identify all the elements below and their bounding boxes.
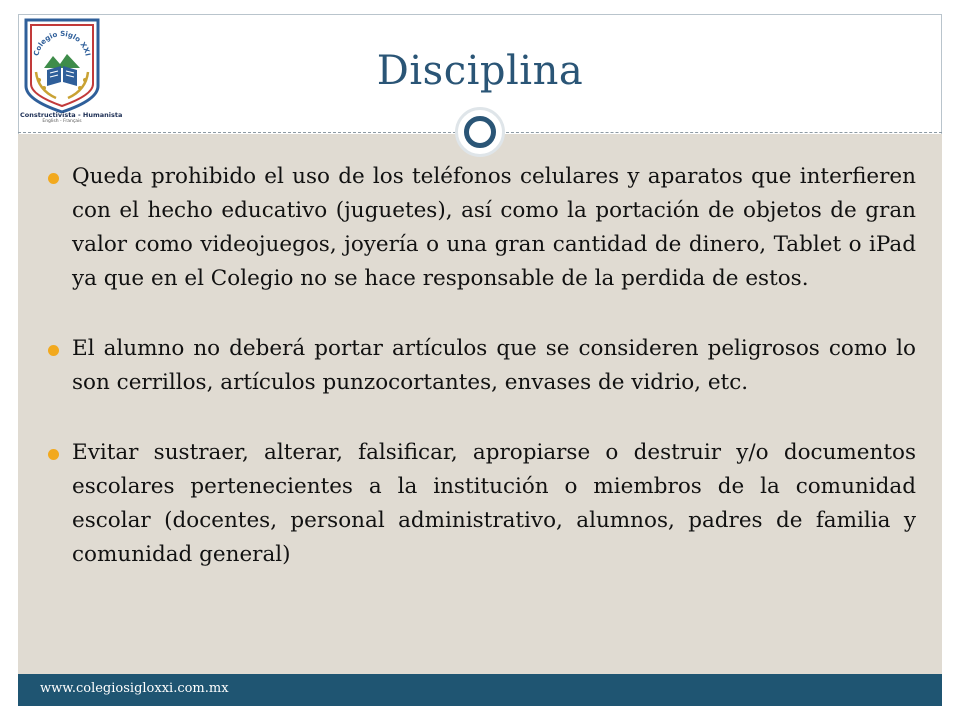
title-circle-ornament — [455, 107, 505, 157]
logo-tagline: Constructivista - Humanista — [20, 111, 123, 119]
bullet-text: Evitar sustraer, alterar, falsificar, apropiarse o destruir y/o documentos escolares pertenecientes a la institución o miembros de la comunidad escolar (docentes, personal administrativo, alumnos, padres de familia y comunidad general) — [72, 440, 916, 567]
bullet-item — [48, 332, 916, 400]
bullet-list — [48, 160, 916, 608]
bullet-dot-icon — [48, 345, 59, 356]
bullet-dot-icon — [48, 173, 59, 184]
bullet-text: Queda prohibido el uso de los teléfonos celulares y aparatos que interfieren con el hecho educativo (juguetes), así como la portación de objetos de gran valor como videojuegos, joyería o una gran cantidad de dinero, Tablet o iPad ya que en el Colegio no se hace responsable de la perdida de estos. — [72, 164, 916, 291]
bullet-item — [48, 436, 916, 572]
title-circle-ring — [464, 116, 496, 148]
footer-url: www.colegiosigloxxi.com.mx — [40, 681, 229, 696]
slide-title: Disciplina — [376, 48, 584, 94]
divider-right — [506, 132, 942, 133]
bullet-item — [48, 160, 916, 296]
logo-languages: English - Français — [42, 119, 82, 124]
footer-bar — [18, 674, 942, 706]
divider-left — [18, 132, 456, 133]
bullet-text: El alumno no deberá portar artículos que se consideren peligrosos como lo son cerrillos, artículos punzocortantes, envases de vidrio, etc. — [72, 336, 916, 395]
logo-arc-text: Colegio Siglo XXI — [32, 29, 92, 57]
bullet-dot-icon — [48, 449, 59, 460]
